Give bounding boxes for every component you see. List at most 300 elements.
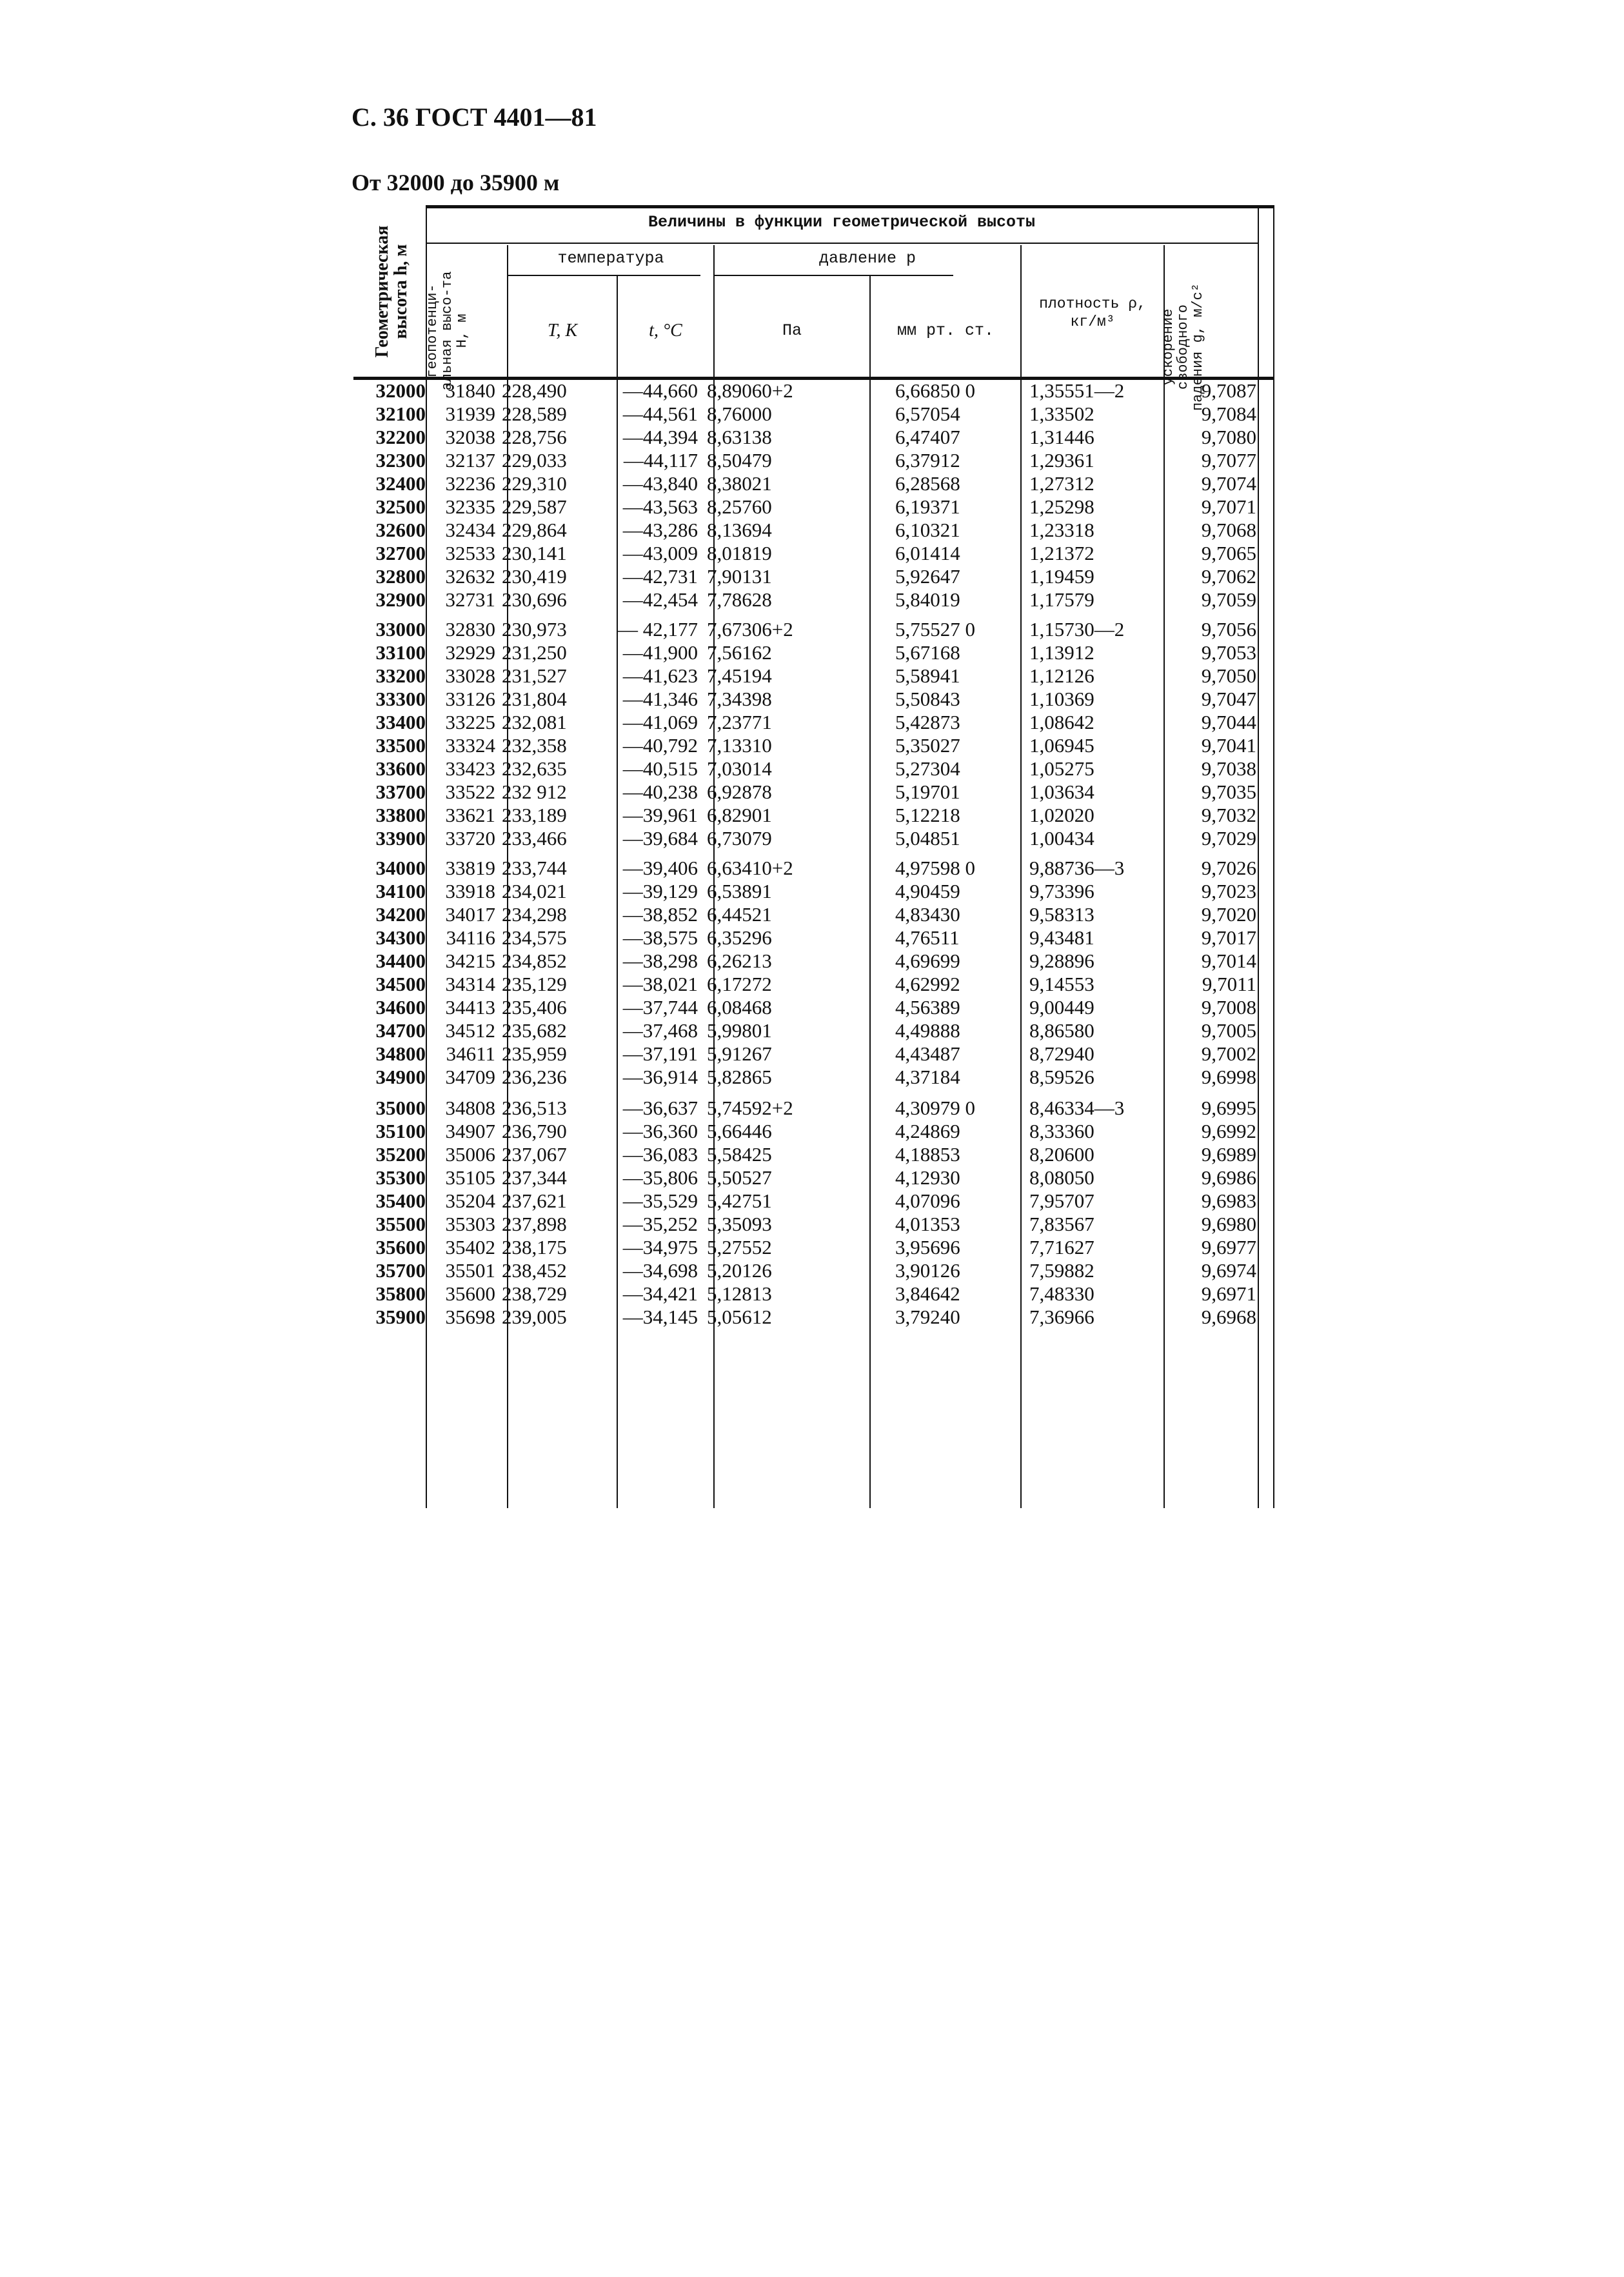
table-cell: 236,513 — [502, 1097, 567, 1119]
table-cell: 1,27312 — [1029, 472, 1094, 495]
table-cell: 9,7080 — [1201, 426, 1256, 448]
table-row — [353, 542, 1274, 565]
table-cell: 35204 — [445, 1189, 495, 1212]
table-cell: 33918 — [445, 880, 495, 902]
table-row — [353, 1019, 1274, 1042]
table-cell: 6,57054 — [895, 403, 960, 425]
table-cell: 7,03014 — [707, 757, 772, 780]
table-cell: 32929 — [445, 641, 495, 664]
table-cell: 1,31446 — [1029, 426, 1094, 448]
table-cell: 7,83567 — [1029, 1213, 1094, 1235]
table-cell: 7,71627 — [1029, 1236, 1094, 1258]
table-cell: 3,84642 — [895, 1282, 960, 1305]
table-cell: 4,90459 — [895, 880, 960, 902]
table-cell: 4,56389 — [895, 996, 960, 1019]
table-cell: 234,021 — [502, 880, 567, 902]
table-cell: 9,6995 — [1201, 1097, 1256, 1119]
table-cell: —34,975 — [622, 1236, 698, 1258]
table-cell: 34808 — [445, 1097, 495, 1119]
table-cell: 1,35551—2 — [1029, 379, 1125, 402]
table-row — [353, 711, 1274, 734]
table-cell: 9,00449 — [1029, 996, 1094, 1019]
table-cell: 33621 — [445, 804, 495, 826]
table-cell: 33819 — [445, 857, 495, 879]
table-cell: 1,19459 — [1029, 565, 1094, 588]
table-cell: 9,7084 — [1201, 403, 1256, 425]
table-cell: 235,129 — [502, 973, 567, 995]
table-row — [353, 495, 1274, 519]
table-cell: 33400 — [375, 711, 426, 733]
table-cell: —35,529 — [622, 1189, 698, 1212]
table-cell: 35300 — [375, 1166, 426, 1189]
header-temp-c: t, °С — [649, 321, 682, 341]
table-row — [353, 618, 1274, 641]
table-cell: 34300 — [375, 926, 426, 949]
table-cell: 34700 — [375, 1019, 426, 1042]
header-temperature: температура — [557, 249, 664, 268]
table-cell: 33300 — [375, 688, 426, 710]
table-cell: 5,19701 — [895, 781, 960, 803]
table-cell: 34907 — [445, 1120, 495, 1142]
table-row — [353, 1236, 1274, 1259]
table-cell: 238,729 — [502, 1282, 567, 1305]
table-cell: 9,7008 — [1201, 996, 1256, 1019]
table-cell: 9,7011 — [1202, 973, 1256, 995]
table-cell: 229,033 — [502, 449, 567, 472]
table-cell: 1,23318 — [1029, 519, 1094, 541]
table-cell: 9,7071 — [1201, 495, 1256, 518]
table-cell: 229,864 — [502, 519, 567, 541]
table-cell: —36,914 — [622, 1066, 698, 1088]
table-cell: 4,76511 — [895, 926, 960, 949]
table-cell: 4,37184 — [895, 1066, 960, 1088]
table-cell: 237,621 — [502, 1189, 567, 1212]
table-cell: 1,15730—2 — [1029, 618, 1125, 641]
table-row — [353, 880, 1274, 903]
table-cell: 34100 — [375, 880, 426, 902]
table-cell: 233,744 — [502, 857, 567, 879]
table-cell: 32700 — [375, 542, 426, 564]
table-cell: 6,63410+2 — [707, 857, 793, 879]
table-cell: 239,005 — [502, 1306, 567, 1328]
table-cell: 233,466 — [502, 827, 567, 850]
table-cell: 9,88736—3 — [1029, 857, 1125, 879]
table-cell: 6,26213 — [707, 950, 772, 972]
table-row — [353, 1213, 1274, 1236]
table-cell: —34,145 — [622, 1306, 698, 1328]
table-cell: 4,69699 — [895, 950, 960, 972]
header-temp-k: T, К — [547, 321, 578, 341]
table-cell: 6,47407 — [895, 426, 960, 448]
table-cell: 33500 — [375, 734, 426, 757]
table-cell: 9,7023 — [1201, 880, 1256, 902]
table-cell: 9,7005 — [1201, 1019, 1256, 1042]
row-group — [353, 1097, 1274, 1329]
table-cell: 228,756 — [502, 426, 567, 448]
table-cell: 34215 — [445, 950, 495, 972]
table-row — [353, 641, 1274, 664]
table-cell: 7,78628 — [707, 588, 772, 611]
table-cell: 5,91267 — [707, 1042, 772, 1065]
table-row — [353, 1259, 1274, 1282]
table-cell: 9,7074 — [1201, 472, 1256, 495]
table-cell: 1,13912 — [1029, 641, 1094, 664]
table-cell: 7,23771 — [707, 711, 772, 733]
table-cell: 32900 — [375, 588, 426, 611]
table-cell: 230,419 — [502, 565, 567, 588]
table-cell: 33200 — [375, 664, 426, 687]
table-cell: —41,900 — [622, 641, 698, 664]
table-cell: 5,74592+2 — [707, 1097, 793, 1119]
table-cell: 5,12813 — [707, 1282, 772, 1305]
table-cell: 228,490 — [502, 379, 567, 402]
table-cell: 8,46334—3 — [1029, 1097, 1125, 1119]
table-cell: 32137 — [445, 449, 495, 472]
table-cell: 234,298 — [502, 903, 567, 926]
table-cell: 235,959 — [502, 1042, 567, 1065]
table-cell: 230,696 — [502, 588, 567, 611]
table-cell: 231,804 — [502, 688, 567, 710]
table-cell: 8,25760 — [707, 495, 772, 518]
table-cell: 9,7047 — [1201, 688, 1256, 710]
table-cell: 33126 — [445, 688, 495, 710]
table-cell: 237,344 — [502, 1166, 567, 1189]
table-cell: 31939 — [445, 403, 495, 425]
table-cell: 6,37912 — [895, 449, 960, 472]
table-row — [353, 1282, 1274, 1306]
row-group — [353, 618, 1274, 850]
table-cell: 33324 — [445, 734, 495, 757]
table-cell: 237,067 — [502, 1143, 567, 1166]
pressure-underline — [715, 275, 953, 276]
table-cell: —39,684 — [622, 827, 698, 850]
table-cell: 35000 — [375, 1097, 426, 1119]
table-cell: 1,21372 — [1029, 542, 1094, 564]
table-cell: 235,682 — [502, 1019, 567, 1042]
table-cell: 1,10369 — [1029, 688, 1094, 710]
table-cell: 34709 — [445, 1066, 495, 1088]
table-cell: 35400 — [375, 1189, 426, 1212]
table-row — [353, 379, 1274, 403]
table-cell: 32500 — [375, 495, 426, 518]
table-cell: 35402 — [445, 1236, 495, 1258]
table-cell: 7,95707 — [1029, 1189, 1094, 1212]
table-cell: 4,49888 — [895, 1019, 960, 1042]
table-cell: 1,33502 — [1029, 403, 1094, 425]
table-cell: 33900 — [375, 827, 426, 850]
table-cell: 6,82901 — [707, 804, 772, 826]
table-cell: 5,42873 — [895, 711, 960, 733]
table-row — [353, 1189, 1274, 1213]
table-cell: 6,10321 — [895, 519, 960, 541]
range-title: От 32000 до 35900 м — [352, 170, 560, 195]
table-cell: 33522 — [445, 781, 495, 803]
table-cell: 4,43487 — [895, 1042, 960, 1065]
table-cell: 9,7056 — [1201, 618, 1256, 641]
table-cell: 34017 — [445, 903, 495, 926]
table-cell: 35303 — [445, 1213, 495, 1235]
table-cell: 6,66850 0 — [895, 379, 975, 402]
table-cell: —37,468 — [622, 1019, 698, 1042]
header-pressure-mm: мм рт. ст. — [896, 321, 995, 340]
table-cell: 8,20600 — [1029, 1143, 1094, 1166]
table-cell: 34600 — [375, 996, 426, 1019]
table-cell: 6,35296 — [707, 926, 772, 949]
table-cell: 7,34398 — [707, 688, 772, 710]
table-cell: —35,806 — [622, 1166, 698, 1189]
table-cell: 9,28896 — [1029, 950, 1094, 972]
table-cell: 35105 — [445, 1166, 495, 1189]
table-row — [353, 926, 1274, 950]
table-cell: —35,252 — [622, 1213, 698, 1235]
table-cell: 9,6986 — [1201, 1166, 1256, 1189]
table-cell: 34900 — [375, 1066, 426, 1088]
table-cell: 4,01353 — [895, 1213, 960, 1235]
table-cell: 5,27304 — [895, 757, 960, 780]
table-cell: 5,50843 — [895, 688, 960, 710]
table-cell: 232,081 — [502, 711, 567, 733]
table-cell: —38,298 — [622, 950, 698, 972]
table-cell: 35006 — [445, 1143, 495, 1166]
table-cell: 32300 — [375, 449, 426, 472]
table-cell: 1,00434 — [1029, 827, 1094, 850]
table-cell: 9,7068 — [1201, 519, 1256, 541]
table-cell: 1,02020 — [1029, 804, 1094, 826]
table-cell: 4,30979 0 — [895, 1097, 975, 1119]
table-cell: 9,7087 — [1201, 379, 1256, 402]
table-cell: 6,73079 — [707, 827, 772, 850]
table-cell: 1,05275 — [1029, 757, 1094, 780]
table-cell: 32600 — [375, 519, 426, 541]
table-cell: 4,62992 — [895, 973, 960, 995]
table-row — [353, 565, 1274, 588]
table-cell: 9,7020 — [1201, 903, 1256, 926]
table-row — [353, 426, 1274, 449]
table-cell: 7,36966 — [1029, 1306, 1094, 1328]
table-cell: 9,7029 — [1201, 827, 1256, 850]
table-row — [353, 1143, 1274, 1166]
table-cell: 8,08050 — [1029, 1166, 1094, 1189]
table-cell: 34512 — [445, 1019, 495, 1042]
table-cell: 1,12126 — [1029, 664, 1094, 687]
table-cell: 32100 — [375, 403, 426, 425]
table-cell: —39,406 — [622, 857, 698, 879]
table-cell: 9,7035 — [1201, 781, 1256, 803]
table-row — [353, 688, 1274, 711]
table-cell: 5,50527 — [707, 1166, 772, 1189]
table-cell: 33100 — [375, 641, 426, 664]
table-cell: —43,563 — [622, 495, 698, 518]
table-row — [353, 472, 1274, 495]
table-cell: 5,58425 — [707, 1143, 772, 1166]
table-cell: 238,452 — [502, 1259, 567, 1282]
table-cell: —39,961 — [622, 804, 698, 826]
table-cell: 6,53891 — [707, 880, 772, 902]
header-functions-of-height: Величины в функции геометрической высоты — [648, 213, 1036, 232]
header-geometric-height: Геометрическая высота h, м — [372, 225, 411, 358]
table-row — [353, 588, 1274, 612]
table-cell: 9,7038 — [1201, 757, 1256, 780]
table-cell: 9,7065 — [1201, 542, 1256, 564]
table-cell: 234,852 — [502, 950, 567, 972]
table-cell: 9,43481 — [1029, 926, 1094, 949]
table-cell: —34,421 — [622, 1282, 698, 1305]
table-cell: 9,7041 — [1201, 734, 1256, 757]
table-cell: 1,06945 — [1029, 734, 1094, 757]
table-cell: 9,6977 — [1201, 1236, 1256, 1258]
table-row — [353, 757, 1274, 781]
table-cell: —38,852 — [622, 903, 698, 926]
table-row — [353, 1166, 1274, 1189]
table-cell: 33028 — [445, 664, 495, 687]
table-cell: —41,623 — [622, 664, 698, 687]
table-row — [353, 903, 1274, 926]
table-cell: —38,021 — [622, 973, 698, 995]
header-geopotential-height: геопотенци-альная высо-та H, м — [424, 271, 471, 391]
table-cell: 32830 — [445, 618, 495, 641]
table-cell: 8,13694 — [707, 519, 772, 541]
table-cell: 235,406 — [502, 996, 567, 1019]
table-cell: —43,286 — [622, 519, 698, 541]
table-row — [353, 449, 1274, 472]
table-cell: 1,17579 — [1029, 588, 1094, 611]
table-cell: 34500 — [375, 973, 426, 995]
table-cell: 229,310 — [502, 472, 567, 495]
table-cell: 7,90131 — [707, 565, 772, 588]
table-cell: —41,069 — [622, 711, 698, 733]
table-cell: 9,6971 — [1201, 1282, 1256, 1305]
table-cell: —40,515 — [622, 757, 698, 780]
table-cell: 34611 — [446, 1042, 495, 1065]
table-row — [353, 996, 1274, 1019]
table-cell: 229,587 — [502, 495, 567, 518]
table-cell: — 42,177 — [618, 618, 698, 641]
table-cell: 4,12930 — [895, 1166, 960, 1189]
table-cell: 9,6992 — [1201, 1120, 1256, 1142]
table-cell: —38,575 — [622, 926, 698, 949]
table-row — [353, 734, 1274, 757]
table-row — [353, 781, 1274, 804]
table-cell: 9,7077 — [1201, 449, 1256, 472]
table-cell: 1,25298 — [1029, 495, 1094, 518]
table-cell: 6,08468 — [707, 996, 772, 1019]
table-cell: 35600 — [445, 1282, 495, 1305]
table-cell: —37,744 — [622, 996, 698, 1019]
table-cell: 1,08642 — [1029, 711, 1094, 733]
table-cell: 7,13310 — [707, 734, 772, 757]
table-cell: —44,394 — [622, 426, 698, 448]
table-cell: 8,76000 — [707, 403, 772, 425]
table-cell: 9,7059 — [1201, 588, 1256, 611]
table-cell: —44,660 — [622, 379, 698, 402]
table-row — [353, 973, 1274, 996]
table-cell: 5,42751 — [707, 1189, 772, 1212]
table-cell: 9,58313 — [1029, 903, 1094, 926]
table-row — [353, 950, 1274, 973]
table-cell: 33000 — [375, 618, 426, 641]
table-cell: 35698 — [445, 1306, 495, 1328]
table-cell: 9,6974 — [1201, 1259, 1256, 1282]
table-cell: 33225 — [445, 711, 495, 733]
table-cell: —42,731 — [622, 565, 698, 588]
table-cell: 5,35027 — [895, 734, 960, 757]
table-cell: 9,6998 — [1201, 1066, 1256, 1088]
table-cell: 5,99801 — [707, 1019, 772, 1042]
table-cell: 32000 — [375, 379, 426, 402]
table-cell: 9,7002 — [1201, 1042, 1256, 1065]
table-cell: 9,73396 — [1029, 880, 1094, 902]
table-cell: —41,346 — [622, 688, 698, 710]
table-cell: 7,48330 — [1029, 1282, 1094, 1305]
table-cell: 9,6989 — [1201, 1143, 1256, 1166]
table-cell: 35501 — [445, 1259, 495, 1282]
table-cell: 7,67306+2 — [707, 618, 793, 641]
table-top-border — [426, 205, 1274, 208]
table-row — [353, 1306, 1274, 1329]
table-cell: 33700 — [375, 781, 426, 803]
header-density: плотность ρ, кг/м³ — [1039, 295, 1146, 330]
table-cell: 32335 — [445, 495, 495, 518]
table-cell: 9,14553 — [1029, 973, 1094, 995]
table-cell: 5,35093 — [707, 1213, 772, 1235]
table-cell: 6,19371 — [895, 495, 960, 518]
table-cell: 231,250 — [502, 641, 567, 664]
table-cell: 32731 — [445, 588, 495, 611]
table-cell: 32632 — [445, 565, 495, 588]
table-cell: 231,527 — [502, 664, 567, 687]
table-cell: 5,84019 — [895, 588, 960, 611]
table-cell: 5,92647 — [895, 565, 960, 588]
table-cell: 35600 — [375, 1236, 426, 1258]
table-cell: 232 912 — [502, 781, 567, 803]
table-cell: 3,90126 — [895, 1259, 960, 1282]
table-cell: 5,20126 — [707, 1259, 772, 1282]
table-cell: 1,03634 — [1029, 781, 1094, 803]
table-cell: 236,236 — [502, 1066, 567, 1088]
table-cell: 230,973 — [502, 618, 567, 641]
table-row — [353, 519, 1274, 542]
table-cell: 9,7050 — [1201, 664, 1256, 687]
table-cell: 234,575 — [502, 926, 567, 949]
table-cell: 6,01414 — [895, 542, 960, 564]
table-cell: 9,7014 — [1201, 950, 1256, 972]
table-cell: 3,95696 — [895, 1236, 960, 1258]
table-cell: 32533 — [445, 542, 495, 564]
table-cell: —36,083 — [622, 1143, 698, 1166]
table-cell: 232,358 — [502, 734, 567, 757]
table-cell: 5,04851 — [895, 827, 960, 850]
table-cell: —34,698 — [622, 1259, 698, 1282]
table-cell: 8,59526 — [1029, 1066, 1094, 1088]
table-cell: 236,790 — [502, 1120, 567, 1142]
table-row — [353, 857, 1274, 880]
table-cell: 35700 — [375, 1259, 426, 1282]
table-cell: 34800 — [375, 1042, 426, 1065]
table-cell: 32800 — [375, 565, 426, 588]
table-cell: 1,29361 — [1029, 449, 1094, 472]
table-cell: 9,7017 — [1201, 926, 1256, 949]
table-cell: —40,238 — [622, 781, 698, 803]
table-cell: 32038 — [445, 426, 495, 448]
table-cell: 3,79240 — [895, 1306, 960, 1328]
table-cell: 8,72940 — [1029, 1042, 1094, 1065]
table-row — [353, 827, 1274, 850]
table-cell: —42,454 — [622, 588, 698, 611]
table-cell: 4,97598 0 — [895, 857, 975, 879]
table-cell: 5,27552 — [707, 1236, 772, 1258]
table-cell: 34413 — [445, 996, 495, 1019]
table-cell: 5,66446 — [707, 1120, 772, 1142]
